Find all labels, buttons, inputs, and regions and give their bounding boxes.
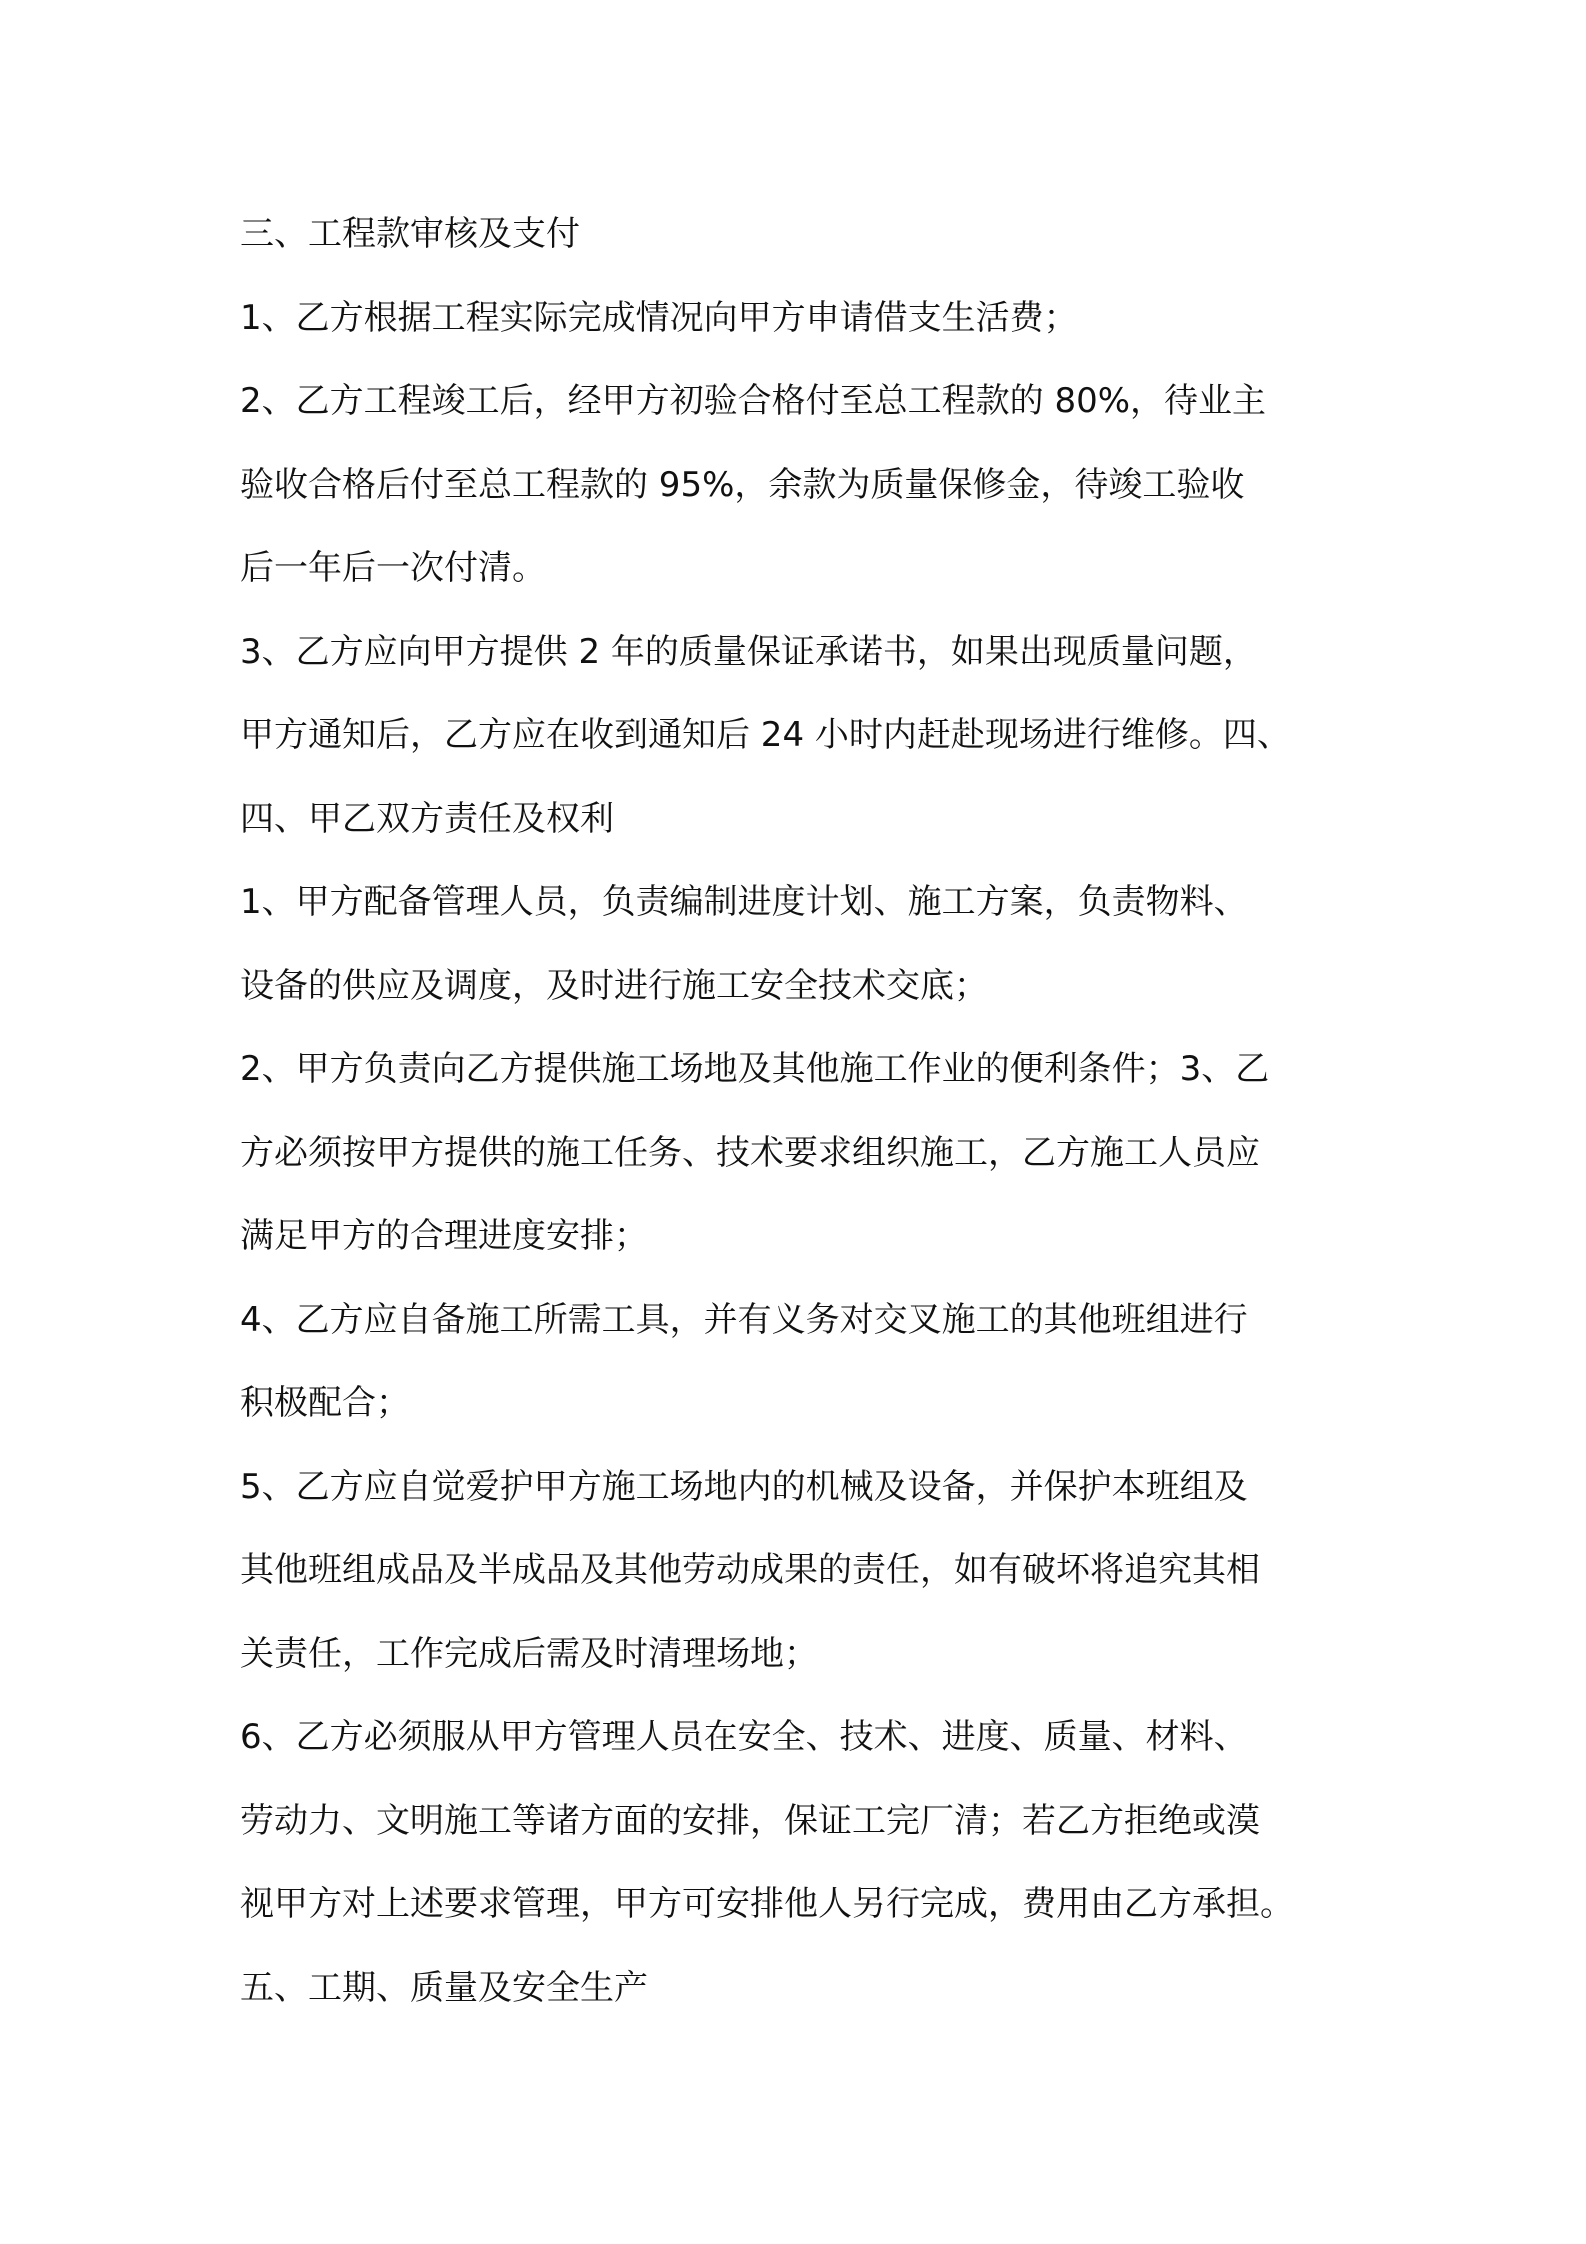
- paragraph-line: 关责任，工作完成后需及时清理场地；: [240, 1633, 818, 1674]
- paragraph-line: 设备的供应及调度，及时进行施工安全技术交底；: [240, 965, 988, 1006]
- paragraph-line: 1、甲方配备管理人员，负责编制进度计划、施工方案，负责物料、: [240, 882, 1248, 922]
- paragraph-line: 1、乙方根据工程实际完成情况向甲方申请借支生活费；: [240, 297, 1078, 338]
- paragraph-line: 6、乙方必须服从甲方管理人员在安全、技术、进度、质量、材料、: [240, 1717, 1248, 1757]
- paragraph-line: 方必须按甲方提供的施工任务、技术要求组织施工，乙方施工人员应: [240, 1132, 1260, 1173]
- section-heading-3: 三、工程款审核及支付: [240, 214, 580, 254]
- paragraph-line: 3、乙方应向甲方提供 2 年的质量保证承诺书，如果出现质量问题，: [240, 631, 1257, 672]
- section-heading-4: 四、甲乙双方责任及权利: [240, 798, 614, 839]
- paragraph-line: 积极配合；: [240, 1383, 410, 1423]
- paragraph-line: 2、乙方工程竣工后，经甲方初验合格付至总工程款的 80%，待业主: [240, 381, 1267, 421]
- paragraph-line: 后一年后一次付清。: [240, 548, 546, 588]
- paragraph-line: 2、甲方负责向乙方提供施工场地及其他施工作业的便利条件；3、乙: [240, 1049, 1270, 1089]
- paragraph-line: 5、乙方应自觉爱护甲方施工场地内的机械及设备，并保护本班组及: [240, 1466, 1248, 1507]
- paragraph-line: 4、乙方应自备施工所需工具，并有义务对交叉施工的其他班组进行: [240, 1299, 1248, 1340]
- paragraph-line: 满足甲方的合理进度安排；: [240, 1216, 648, 1256]
- section-heading-5: 五、工期、质量及安全生产: [240, 1967, 648, 2008]
- paragraph-line: 甲方通知后，乙方应在收到通知后 24 小时内赶赴现场进行维修。四、: [240, 715, 1291, 755]
- paragraph-line: 视甲方对上述要求管理，甲方可安排他人另行完成，费用由乙方承担。: [240, 1884, 1294, 1924]
- paragraph-line: 验收合格后付至总工程款的 95%，余款为质量保修金，待竣工验收: [240, 464, 1245, 505]
- paragraph-line: 劳动力、文明施工等诸方面的安排，保证工完厂清；若乙方拒绝或漠: [240, 1800, 1260, 1841]
- paragraph-line: 其他班组成品及半成品及其他劳动成果的责任，如有破坏将追究其相: [240, 1550, 1260, 1590]
